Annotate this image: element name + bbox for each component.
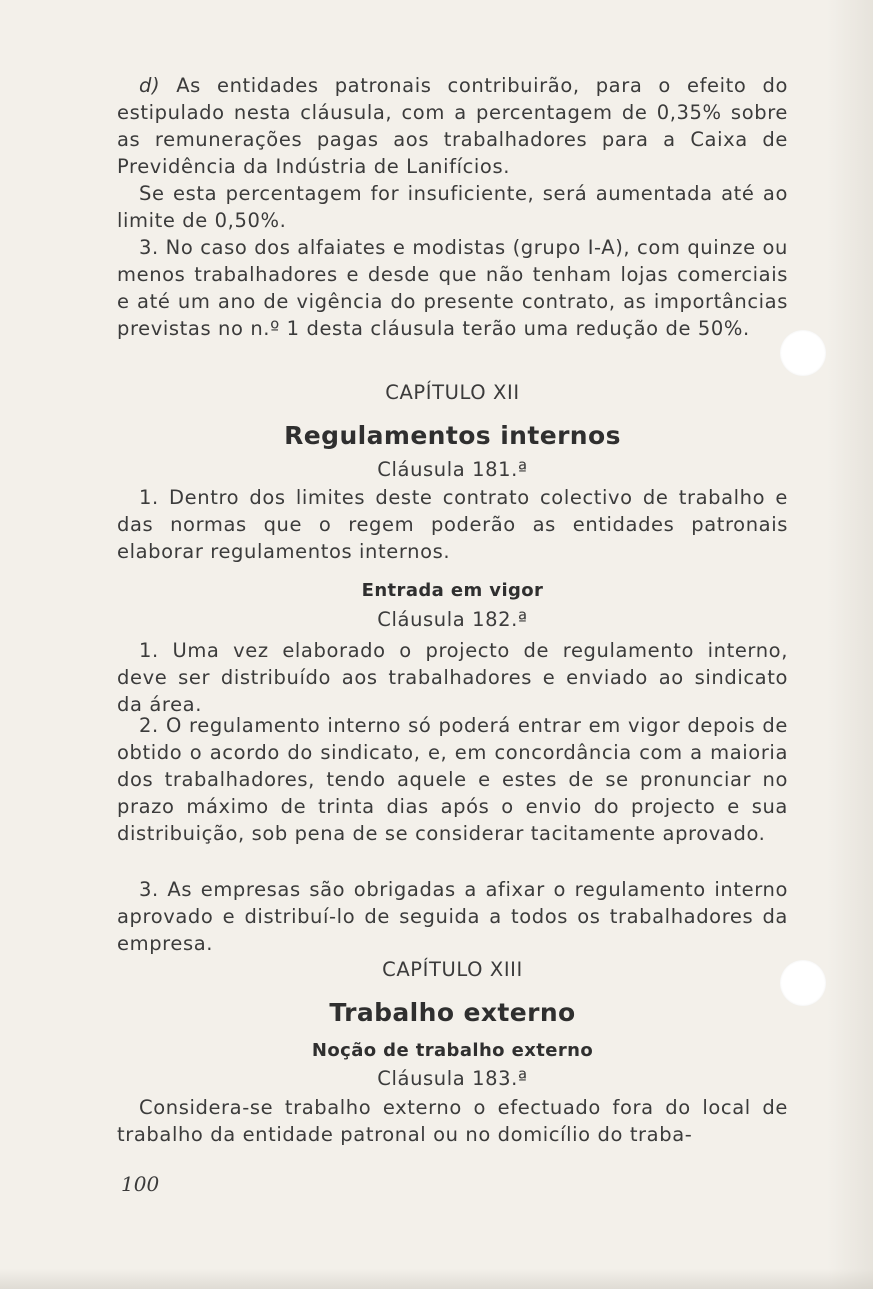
paragraph-percentage: Se esta percentagem for insuficiente, será aumentada até ao limite de 0,50%. [117, 182, 788, 232]
paragraph-text: As entidades patronais contribuirão, para o efeito do estipulado nesta cláusula, com a percentagem de 0,35% sobre as remunerações pagas aos trabalhadores para a Caixa de Previdência da Indústria de Lanifícios. [117, 74, 788, 178]
clause-heading-182: Cláusula 182.ª [377, 608, 528, 631]
clause-181-paragraph-1: 1. Dentro dos limites deste contrato colectivo de trabalho e das normas que o regem poderão as entidades patronais elaborar regulamentos internos. [117, 486, 788, 563]
clause-heading-183: Cláusula 183.ª [377, 1067, 528, 1090]
chapter-title-regulamentos: Regulamentos internos [284, 421, 621, 450]
scan-edge-shadow [827, 0, 873, 1289]
chapter-heading-xiii: CAPÍTULO XIII [382, 958, 523, 981]
subtitle-nocao-trabalho-externo: Noção de trabalho externo [311, 1040, 594, 1061]
subtitle-entrada-em-vigor: Entrada em vigor [361, 580, 544, 601]
clause-182-paragraph-1: 1. Uma vez elaborado o projecto de regulamento interno, deve ser distribuído aos trabalhadores e enviado ao sindicato da área. [117, 639, 788, 716]
paragraph-marker: d) [139, 74, 161, 97]
clause-182-paragraph-2: 2. O regulamento interno só poderá entrar em vigor depois de obtido o acordo do sindicato, e, em concordância com a maioria dos trabalhadores, tendo aquele e estes de se pronunciar no prazo máximo de trinta dias após o envio do projecto e sua distribuição, sob pena de se considerar tacitamente aprovado. [117, 714, 788, 845]
clause-183-paragraph-1: Considera-se trabalho externo o efectuado fora do local de trabalho da entidade patronal ou no domicílio do traba- [117, 1096, 788, 1146]
scan-edge-shadow-bottom [0, 1269, 873, 1289]
paragraph-3: 3. No caso dos alfaiates e modistas (grupo I-A), com quinze ou menos trabalhadores e desde que não tenham lojas comerciais e até um ano de vigência do presente contrato, as importâncias previstas no n.º 1 desta cláusula terão uma redução de 50%. [117, 236, 788, 340]
chapter-title-trabalho-externo: Trabalho externo [329, 998, 576, 1027]
clause-182-paragraph-3: 3. As empresas são obrigadas a afixar o regulamento interno aprovado e distribuí-lo de seguida a todos os trabalhadores da empresa. [117, 878, 788, 955]
clause-heading-181: Cláusula 181.ª [377, 458, 528, 481]
paragraph-d [117, 72, 788, 180]
chapter-heading-xii: CAPÍTULO XII [385, 381, 520, 404]
page-number: 100 [121, 1172, 160, 1196]
